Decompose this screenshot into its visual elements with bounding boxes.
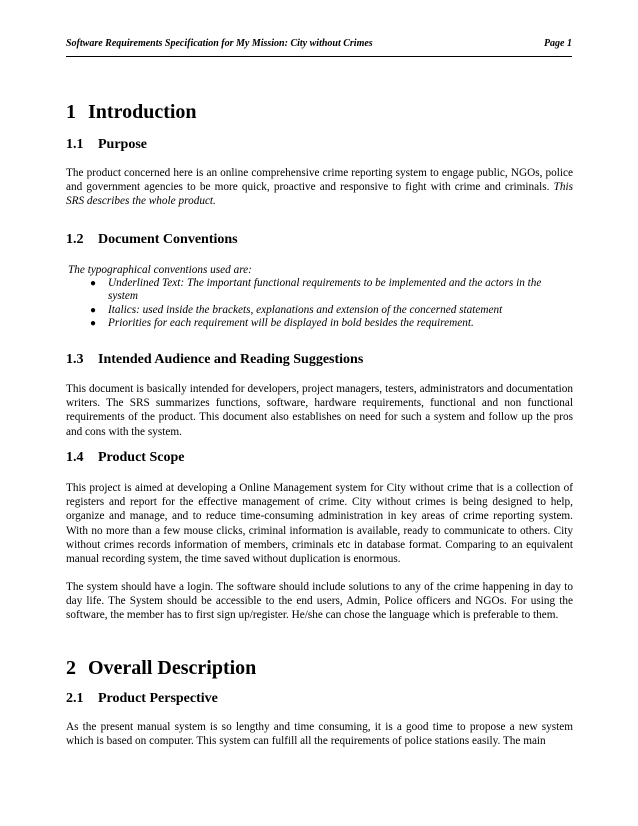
section-title: Overall Description [88,657,257,679]
purpose-italic-note: This SRS describes the whole product. [66,181,574,208]
bullet-icon: ● [90,304,97,316]
section-1-3-heading [66,351,363,369]
section-1-1-heading [66,136,147,154]
conventions-list-item: ● Italics: used inside the brackets, explanations and extension of the concerned statement [90,303,503,316]
purpose-paragraph [66,166,573,209]
scope-paragraph-2: The system should have a login. The software should include solutions to any of the crime happening in day to day life. The System should be accessible to the end users, Admin, Police officers and NGOs. For using the software, the member has to first sign up/register. He/she can chose the language which is preferable to them. [66,581,573,622]
section-title: Introduction [88,101,197,123]
purpose-text: The product concerned here is an online comprehensive crime reporting system to engage public, NGOs, police and government agencies to be more quick, proactive and responsive to fight with crime and criminals. [66,167,573,194]
section-title: Product Perspective [98,691,218,706]
bullet-icon: ● [90,278,97,289]
conventions-intro: The typographical conventions used are: [68,264,252,276]
section-title: Document Conventions [98,232,238,247]
section-1-heading [66,100,197,124]
section-title: Purpose [98,137,147,152]
section-number: 1.1 [66,137,84,152]
section-number: 1.3 [66,352,84,367]
section-number: 1.2 [66,232,84,247]
section-2-1-heading [66,690,218,708]
section-1-4-heading [66,449,184,467]
section-title: Product Scope [98,450,185,465]
perspective-paragraph: As the present manual system is so lengthy and time consuming, it is a good time to propose a new system which is based on computer. This system can fulfill all the requirements of police stations easily. The main [66,721,573,748]
section-1-2-heading [66,231,238,249]
scope-paragraph-1: This project is aimed at developing a Online Management system for City without crime that is a collection of registers and report for the effective management of crime. City without crimes is being designed to help, organize and manage, and to reduce time-consuming administration in key areas of crime reporting system. With no more than a few mouse clicks, criminal information is available, ready to communicate to others. City without crimes records information of members, criminals etc in database format. Comparing to an equivalent manual recording system, the time saved without duplication is enormous. [66,482,573,566]
audience-paragraph: This document is basically intended for developers, project managers, testers, administrators and documentation writers. The SRS summarizes functions, software, hardware requirements, functional and non functional requirements of the product. This document also establishes on need for such a system and follow up the pros and cons with the system. [66,383,573,438]
header-rule [66,56,572,57]
bullet-icon: ● [90,318,97,330]
section-number: 1 [66,101,76,123]
section-number: 2 [66,657,76,679]
section-number: 1.4 [66,450,84,465]
section-title: Intended Audience and Reading Suggestions [98,352,364,367]
section-number: 2.1 [66,691,84,706]
section-2-heading [66,656,256,680]
conventions-list-item: ● Priorities for each requirement will be displayed in bold besides the requirement. [90,317,474,330]
conventions-list [66,277,566,331]
header-title: Software Requirements Specification for My Mission: City without Crimes [66,38,373,49]
header-page-number: Page 1 [543,38,572,49]
running-header [66,38,572,54]
conventions-list-item: ● Underlined Text: The important functional requirements to be implemented and the actors in the system [90,277,542,303]
